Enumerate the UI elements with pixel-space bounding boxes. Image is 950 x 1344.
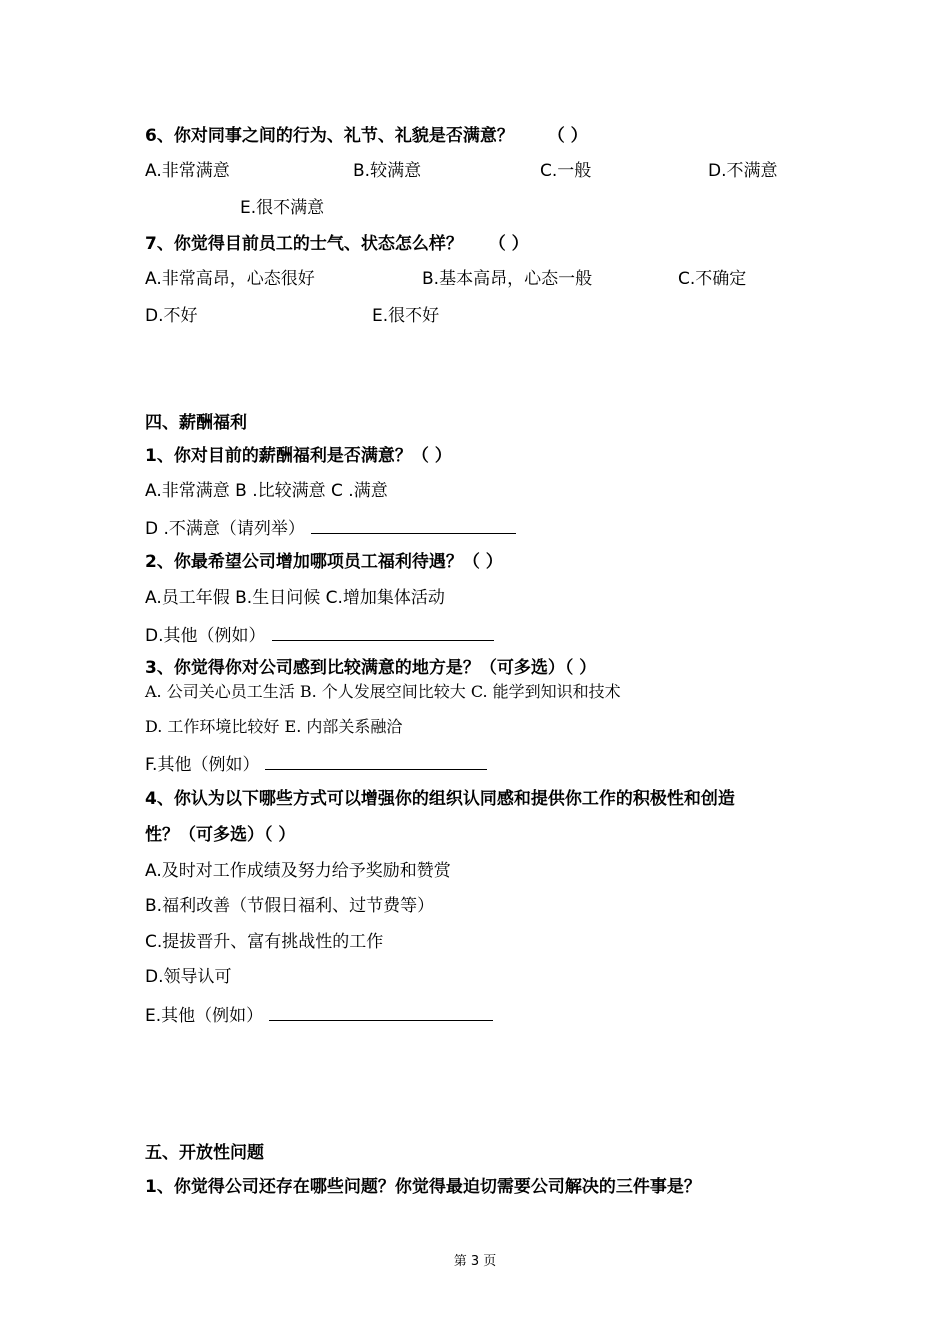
- s4-q3-options-row2: D. 工作环境比较好 E. 内部关系融洽: [145, 717, 403, 736]
- s4-q1-other-label: D .不满意（请列举）: [145, 519, 305, 539]
- s4-q4-question-line2: 性？（可多选）（ ）: [145, 825, 296, 845]
- q7-option-e: E.很不好: [372, 306, 440, 326]
- q6-option-c: C.一般: [540, 161, 592, 181]
- q7-option-a: A.非常高昂，心态很好: [145, 269, 315, 289]
- s4-q3-question: 3、你觉得你对公司感到比较满意的地方是？（可多选）（ ）: [145, 658, 597, 678]
- q6-option-e: E.很不满意: [240, 198, 325, 218]
- page-number: 第 3 页: [453, 1254, 497, 1269]
- s4-q4-option-c: C.提拔晋升、富有挑战性的工作: [145, 932, 384, 952]
- s4-q3-options-row1: A. 公司关心员工生活 B. 个人发展空间比较大 C. 能学到知识和技术: [145, 682, 621, 701]
- s4-q4-option-a: A.及时对工作成绩及努力给予奖励和赞赏: [145, 861, 451, 881]
- s4-q1-answer-blank[interactable]: [311, 515, 516, 534]
- section5-title: 五、开放性问题: [145, 1143, 264, 1163]
- s4-q2-answer-blank[interactable]: [272, 622, 494, 641]
- s4-q2-options: A.员工年假 B.生日问候 C.增加集体活动: [145, 588, 445, 608]
- q6-option-b: B.较满意: [353, 161, 422, 181]
- s4-q1-options: A.非常满意 B .比较满意 C .满意: [145, 481, 388, 501]
- s4-q1-question: 1、你对目前的薪酬福利是否满意？（ ）: [145, 446, 452, 466]
- section4-title: 四、薪酬福利: [145, 413, 247, 433]
- q6-answer-paren: （ ）: [547, 126, 588, 146]
- s4-q4-answer-blank[interactable]: [269, 1002, 493, 1021]
- s5-q1-question: 1、你觉得公司还存在哪些问题？你觉得最迫切需要公司解决的三件事是？: [145, 1177, 701, 1197]
- s4-q2-question: 2、你最希望公司增加哪项员工福利待遇？（ ）: [145, 552, 503, 572]
- s4-q2-other: [145, 622, 494, 647]
- s4-q3-other-label: F.其他（例如）: [145, 755, 260, 775]
- q6-question-text: 6、你对同事之间的行为、礼节、礼貌是否满意？: [145, 126, 514, 146]
- q7-question: [145, 233, 529, 255]
- q7-option-c: C.不确定: [678, 269, 747, 289]
- s4-q4-other-label: E.其他（例如）: [145, 1006, 264, 1026]
- s4-q4-option-e: [145, 1002, 493, 1027]
- s4-q4-option-d: D.领导认可: [145, 967, 232, 987]
- s4-q4-question-line1: 4、你认为以下哪些方式可以增强你的组织认同感和提供你工作的积极性和创造: [145, 789, 735, 809]
- s4-q4-option-b: B.福利改善（节假日福利、过节费等）: [145, 896, 435, 916]
- s4-q3-answer-blank[interactable]: [265, 751, 487, 770]
- q7-option-b: B.基本高昂，心态一般: [422, 269, 593, 289]
- q6-option-d: D.不满意: [708, 161, 778, 181]
- s4-q1-other: [145, 515, 516, 540]
- q7-question-text: 7、你觉得目前员工的士气、状态怎么样？: [145, 234, 463, 254]
- s4-q2-other-label: D.其他（例如）: [145, 626, 266, 646]
- q7-answer-paren: （ ）: [488, 234, 529, 254]
- q6-question: [145, 125, 588, 147]
- q7-option-d: D.不好: [145, 306, 198, 326]
- s4-q3-other: [145, 751, 487, 776]
- q6-option-a: A.非常满意: [145, 161, 230, 181]
